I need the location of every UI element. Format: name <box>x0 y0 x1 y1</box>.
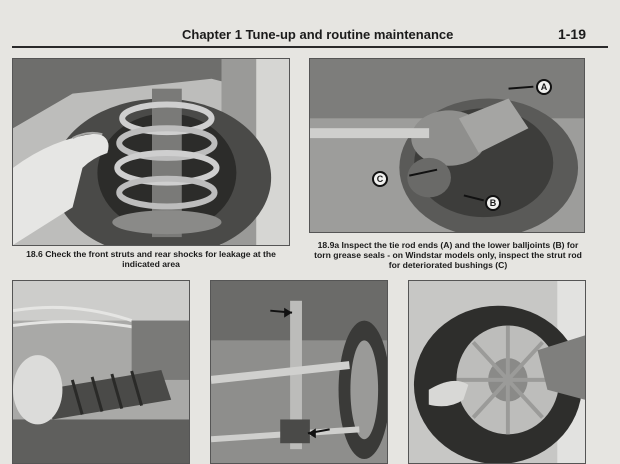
callout-c: C <box>372 171 388 187</box>
page-header <box>12 24 608 48</box>
chapter-title: Chapter 1 Tune-up and routine maintenance <box>182 27 454 42</box>
caption-18-6-line1: 18.6 Check the front struts and rear shocks for leakage at the <box>26 249 276 259</box>
page-number: 1-19 <box>557 26 586 42</box>
callout-b: B <box>485 195 501 211</box>
strut-photo <box>12 58 290 246</box>
caption-18-6-line2: indicated area <box>122 259 180 269</box>
caption-18-9a-line2: torn grease seals - on Windstar models only, inspect the strut rod <box>314 250 582 260</box>
tie-rod-photo <box>210 280 388 464</box>
callout-a: A <box>536 79 552 95</box>
balljoint-photo <box>309 58 585 233</box>
wheel-photo <box>408 280 586 464</box>
rack-boot-photo <box>12 280 190 464</box>
caption-18-9a <box>300 240 596 270</box>
caption-18-9a-line1: 18.9a Inspect the tie rod ends (A) and the lower balljoints (B) for <box>317 240 579 250</box>
caption-18-9a-line3: for deteriorated bushings (C) <box>388 260 508 270</box>
caption-18-6 <box>12 249 290 269</box>
